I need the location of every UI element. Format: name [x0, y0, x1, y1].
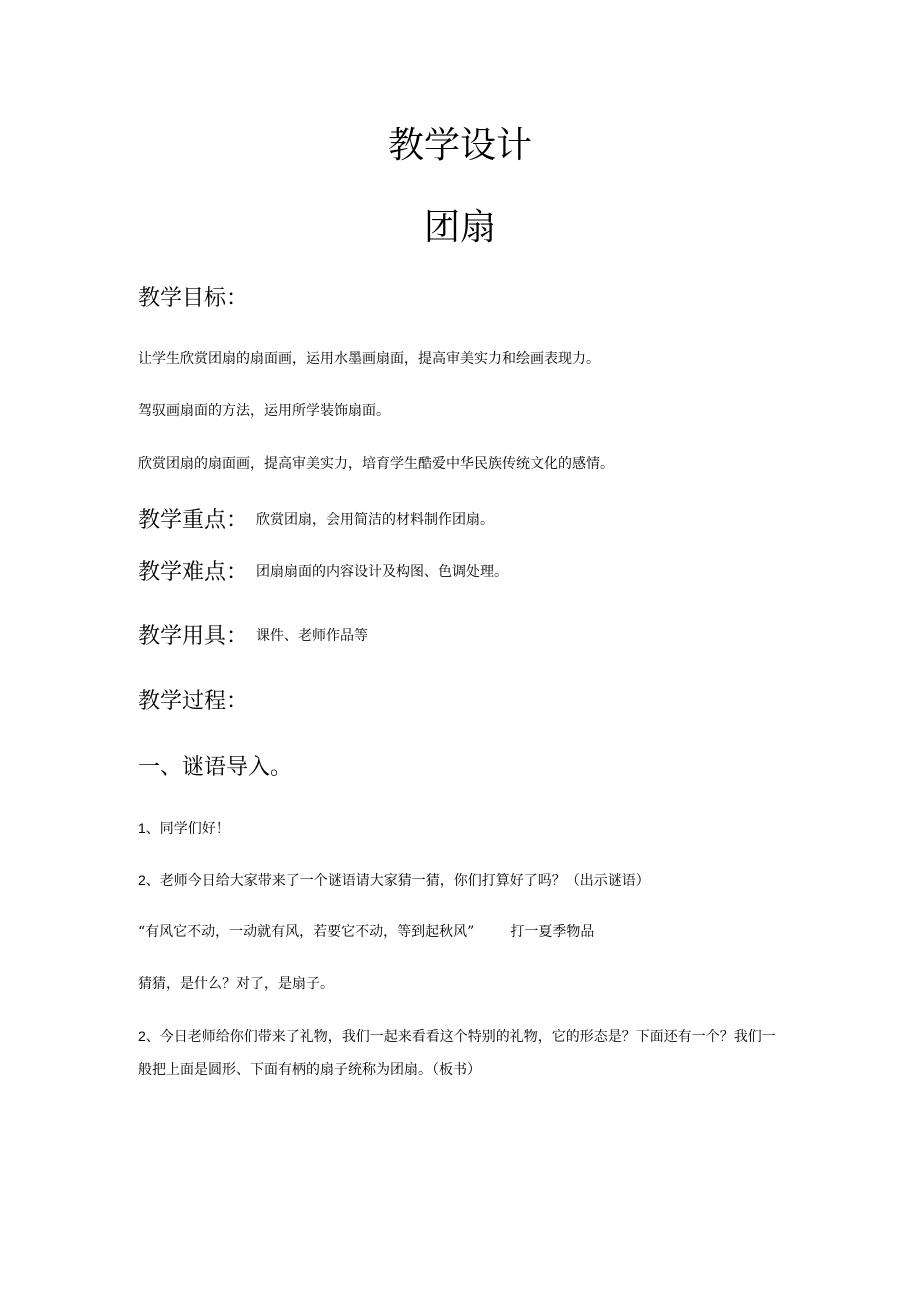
difficulty-label: 教学难点：	[138, 560, 249, 585]
key-point-text: 欣赏团扇，会用简洁的材料制作团扇。	[256, 512, 495, 528]
difficulty-section	[138, 562, 508, 584]
step-number: 1	[138, 820, 146, 836]
process-heading: 教学过程：	[138, 689, 249, 714]
step-number: 2	[138, 872, 146, 888]
tools-section	[138, 626, 368, 648]
key-point-label: 教学重点：	[138, 508, 249, 533]
step-text: 、今日老师给你们带来了礼物，我们一起来看看这个特别的礼物，它的形态是？下面还有一个？我们一般把上面是圆形、下面有柄的扇子统称为团扇。（板书）	[138, 1029, 776, 1078]
step-2	[138, 873, 650, 888]
key-point-section	[138, 510, 494, 532]
document-subtitle: 团扇	[423, 207, 496, 248]
difficulty-text: 团扇扇面的内容设计及构图、色调处理。	[256, 564, 509, 580]
document-title: 教学设计	[387, 125, 532, 166]
step-number: 2	[138, 1028, 146, 1044]
step-3	[138, 1020, 778, 1087]
riddle-text: “有风它不动，一动就有风，若要它不动，等到起秋风”	[138, 924, 475, 940]
objectives-heading: 教学目标：	[138, 286, 249, 311]
objective-item: 欣赏团扇的扇面画，提高审美实力，培育学生酷爱中华民族传统文化的感情。	[138, 456, 614, 472]
riddle-hint: 打一夏季物品	[510, 924, 595, 940]
objective-item: 驾驭画扇面的方法，运用所学装饰扇面。	[138, 403, 390, 419]
step-text: 、老师今日给大家带来了一个谜语请大家猜一猜，你们打算好了吗？（出示谜语）	[145, 873, 650, 889]
riddle-line	[138, 925, 594, 939]
tools-text: 课件、老师作品等	[256, 628, 369, 644]
tools-label: 教学用具：	[138, 624, 249, 649]
objective-item: 让学生欣赏团扇的扇面画，运用水墨画扇面，提高审美实力和绘画表现力。	[138, 351, 600, 367]
riddle-answer: 猜猜，是什么？对了，是扇子。	[138, 976, 334, 992]
step-text: 、同学们好！	[145, 821, 230, 837]
step-1	[138, 821, 230, 836]
section-1-heading: 一、谜语导入。	[138, 755, 293, 780]
